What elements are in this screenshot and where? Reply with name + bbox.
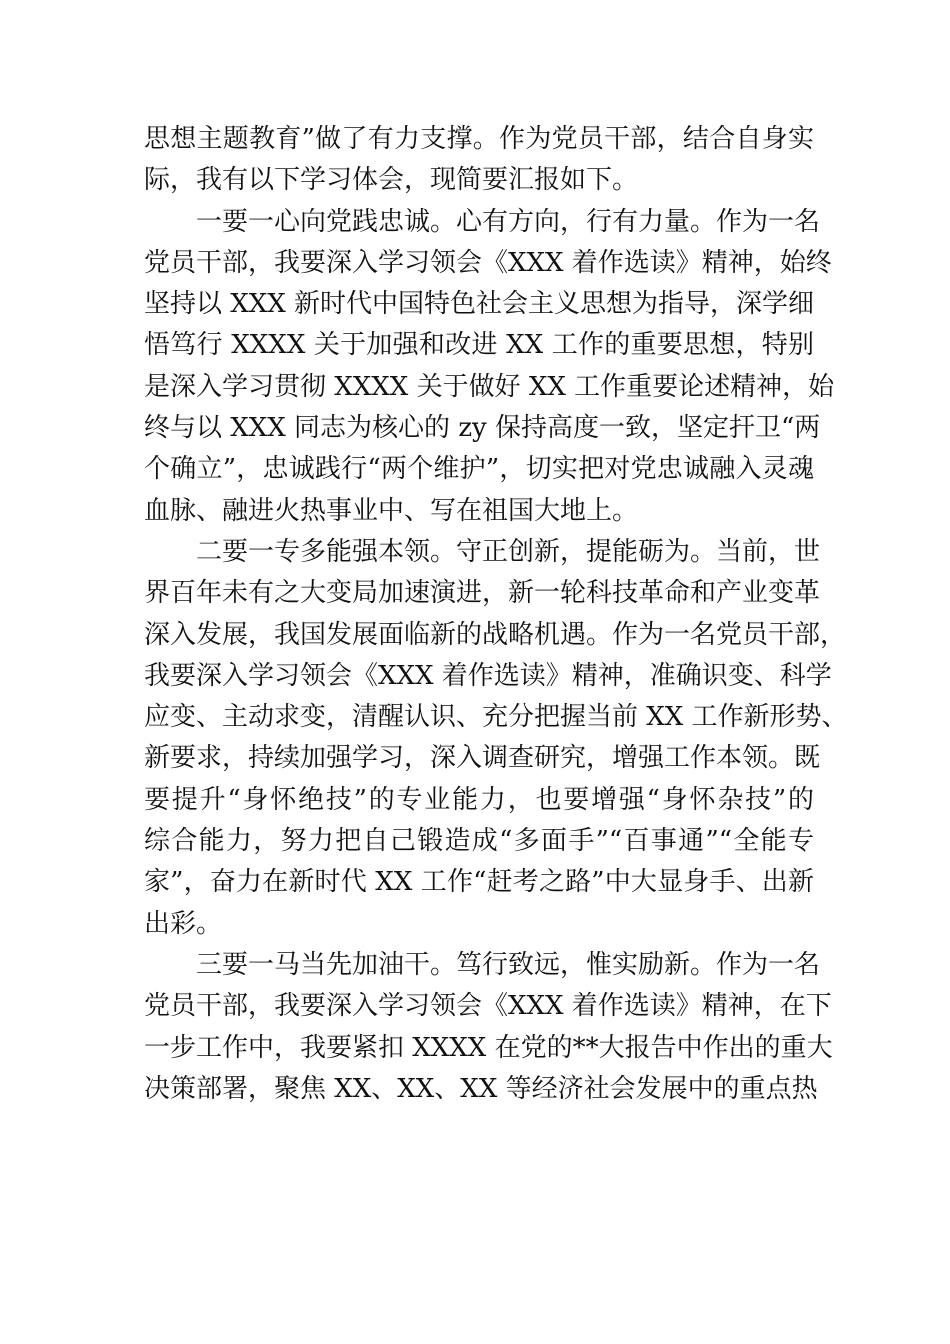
text-line: 应变、主动求变，清醒认识、充分把握当前 XX 工作新形势、 [144, 702, 848, 733]
text-line: 界百年未有之大变局加速演进，新一轮科技革命和产业变革 [144, 578, 821, 609]
text-line: 综合能力，努力把自己锻造成“多面手”“百事通”“全能专 [144, 826, 814, 857]
text-line: 党员干部，我要深入学习领会《XXX 着作选读》精神，在下 [144, 991, 832, 1022]
text-line: 是深入学习贯彻 XXXX 关于做好 XX 工作重要论述精神，始 [144, 371, 835, 402]
text-line: 决策部署，聚焦 XX、XX、XX 等经济社会发展中的重点热 [144, 1073, 818, 1104]
text-line: 要提升“身怀绝技”的专业能力，也要增强“身怀杂技”的 [144, 784, 814, 815]
text-line: 党员干部，我要深入学习领会《XXX 着作选读》精神，始终 [144, 247, 832, 278]
text-line: 深入发展，我国发展面临新的战略机遇。作为一名党员干部， [144, 619, 847, 650]
text-line: 终与以 XXX 同志为核心的 zy 保持高度一致，坚定扞卫“两 [144, 413, 821, 444]
text-line: 悟笃行 XXXX 关于加强和改进 XX 工作的重要思想，特别 [144, 330, 814, 361]
text-line: 际，我有以下学习体会，现简要汇报如下。 [144, 165, 639, 196]
text-line: 个确立”，忠诚践行“两个维护”，切实把对党忠诚融入灵魂 [144, 454, 814, 485]
text-line: 一步工作中，我要紧扣 XXXX 在党的**大报告中作出的重大 [144, 1032, 833, 1063]
text-line: 血脉、融进火热事业中、写在祖国大地上。 [144, 495, 639, 526]
text-line: 家”，奋力在新时代 XX 工作“赶考之路”中大显身手、出新 [144, 867, 814, 898]
paragraph-start-line: 一要一心向党践忠诚。心有方向，行有力量。作为一名 [196, 206, 821, 237]
text-line: 新要求，持续加强学习，深入调查研究，增强工作本领。既 [144, 743, 821, 774]
paragraph-start-line: 三要一马当先加油干。笃行致远，惟实励新。作为一名 [196, 949, 821, 980]
document-body [144, 119, 848, 1110]
text-line: 我要深入学习领会《XXX 着作选读》精神，准确识变、科学 [144, 660, 832, 691]
text-line: 坚持以 XXX 新时代中国特色社会主义思想为指导，深学细 [144, 289, 815, 320]
paragraph-start-line: 二要一专多能强本领。守正创新，提能砺为。当前，世 [196, 536, 821, 567]
text-line: 思想主题教育”做了有力支撑。作为党员干部，结合自身实 [144, 124, 814, 154]
text-line: 出彩。 [144, 908, 223, 939]
